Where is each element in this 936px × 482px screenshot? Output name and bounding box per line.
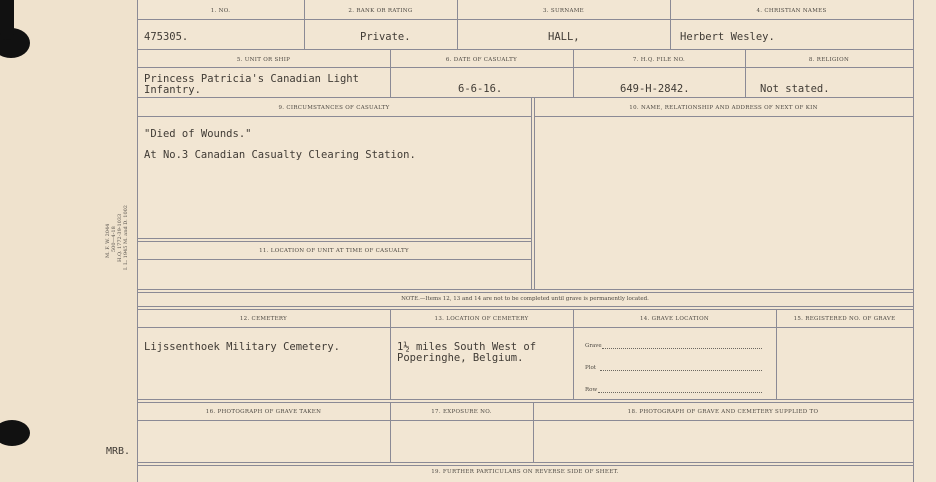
file-value: 649-H-2842.: [620, 83, 690, 95]
cemetery-label: 12. CEMETERY: [239, 316, 288, 322]
registered-no-label: 15. REGISTERED NO. OF GRAVE: [793, 316, 896, 322]
surname-value: HALL,: [548, 31, 580, 43]
rule: [137, 241, 531, 242]
date-label: 6. DATE OF CASUALTY: [445, 57, 518, 63]
rule: [137, 465, 913, 466]
circumstances-line1: "Died of Wounds.": [144, 128, 252, 140]
rule: [776, 309, 777, 399]
rule: [137, 97, 913, 98]
rule: [137, 309, 913, 310]
cemetery-location-line1: 1½ miles South West of: [397, 341, 537, 353]
further-particulars-note: 19. FURTHER PARTICULARS ON REVERSE SIDE OF SHEET.: [431, 469, 619, 475]
rank-value: Private.: [360, 31, 411, 43]
rule: [137, 259, 531, 260]
cemetery-value: Lijssenthoek Military Cemetery.: [144, 341, 340, 353]
grave-field-line: [602, 348, 762, 349]
photo-supplied-label: 18. PHOTOGRAPH OF GRAVE AND CEMETERY SUPPLIED TO: [627, 409, 819, 415]
no-label: 1. NO.: [210, 8, 231, 14]
rule: [534, 116, 913, 117]
form-number-line4: I. L. 1945 M. and D. 1002: [123, 205, 129, 270]
rank-label: 2. RANK OR RATING: [348, 8, 413, 14]
form-number-line2: 500—4-18: [111, 226, 117, 252]
row-field-line: [598, 392, 762, 393]
rule: [137, 49, 913, 50]
unit-label: 5. UNIT OR SHIP: [236, 57, 291, 63]
rule: [137, 402, 913, 403]
completion-note: NOTE.—Items 12, 13 and 14 are not to be completed until grave is permanently located.: [401, 296, 649, 302]
rule: [137, 238, 531, 239]
rule: [137, 399, 913, 400]
rule: [137, 292, 913, 293]
service-number: 475305.: [144, 31, 189, 43]
location-cemetery-label: 13. LOCATION OF CEMETERY: [434, 316, 529, 322]
grave-location-label: 14. GRAVE LOCATION: [639, 316, 710, 322]
cemetery-location-line2: Poperinghe, Belgium.: [397, 352, 524, 364]
unit-value-line1: Princess Patricia's Canadian Light: [144, 73, 359, 85]
frame-right: [913, 0, 914, 482]
file-label: 7. H.Q. FILE NO.: [632, 57, 686, 63]
surname-label: 3. SURNAME: [543, 8, 584, 14]
exposure-no-label: 17. EXPOSURE NO.: [431, 409, 492, 415]
religion-label: 8. RELIGION: [808, 57, 850, 63]
plot-field-line: [600, 370, 762, 371]
rule: [137, 116, 531, 117]
rule: [137, 289, 913, 290]
rule: [534, 97, 535, 289]
form-number-line3: H.Q. 1772-39-1033: [117, 213, 123, 262]
photo-taken-label: 16. PHOTOGRAPH OF GRAVE TAKEN: [205, 409, 322, 415]
grave-field-label: Grave: [585, 343, 602, 349]
form-number-line1: M. F. W. 2044: [105, 223, 111, 258]
date-value: 6-6-16.: [458, 83, 503, 95]
unit-value-line2: Infantry.: [144, 84, 201, 96]
rule: [137, 327, 913, 328]
plot-field-label: Plot: [585, 365, 596, 371]
row-field-label: Row: [585, 387, 598, 393]
rule: [137, 306, 913, 307]
rule: [390, 309, 391, 399]
rule: [137, 19, 913, 20]
circumstances-label: 9. CIRCUMSTANCES OF CASUALTY: [278, 105, 390, 111]
christian-names-label: 4. CHRISTIAN NAMES: [756, 8, 827, 14]
rule: [573, 309, 574, 399]
rule: [137, 67, 913, 68]
punch-hole-top-tab: [0, 0, 14, 40]
rule: [137, 420, 913, 421]
christian-names-value: Herbert Wesley.: [680, 31, 775, 43]
rule: [531, 97, 532, 289]
religion-value: Not stated.: [760, 83, 830, 95]
next-of-kin-label: 10. NAME, RELATIONSHIP AND ADDRESS OF NEXT OF KIN: [629, 105, 818, 111]
location-unit-label: 11. LOCATION OF UNIT AT TIME OF CASUALTY: [259, 248, 409, 254]
clerk-stamp: MRB.: [106, 446, 131, 457]
circumstances-line2: At No.3 Canadian Casualty Clearing Station.: [144, 149, 416, 161]
rule: [137, 462, 913, 463]
